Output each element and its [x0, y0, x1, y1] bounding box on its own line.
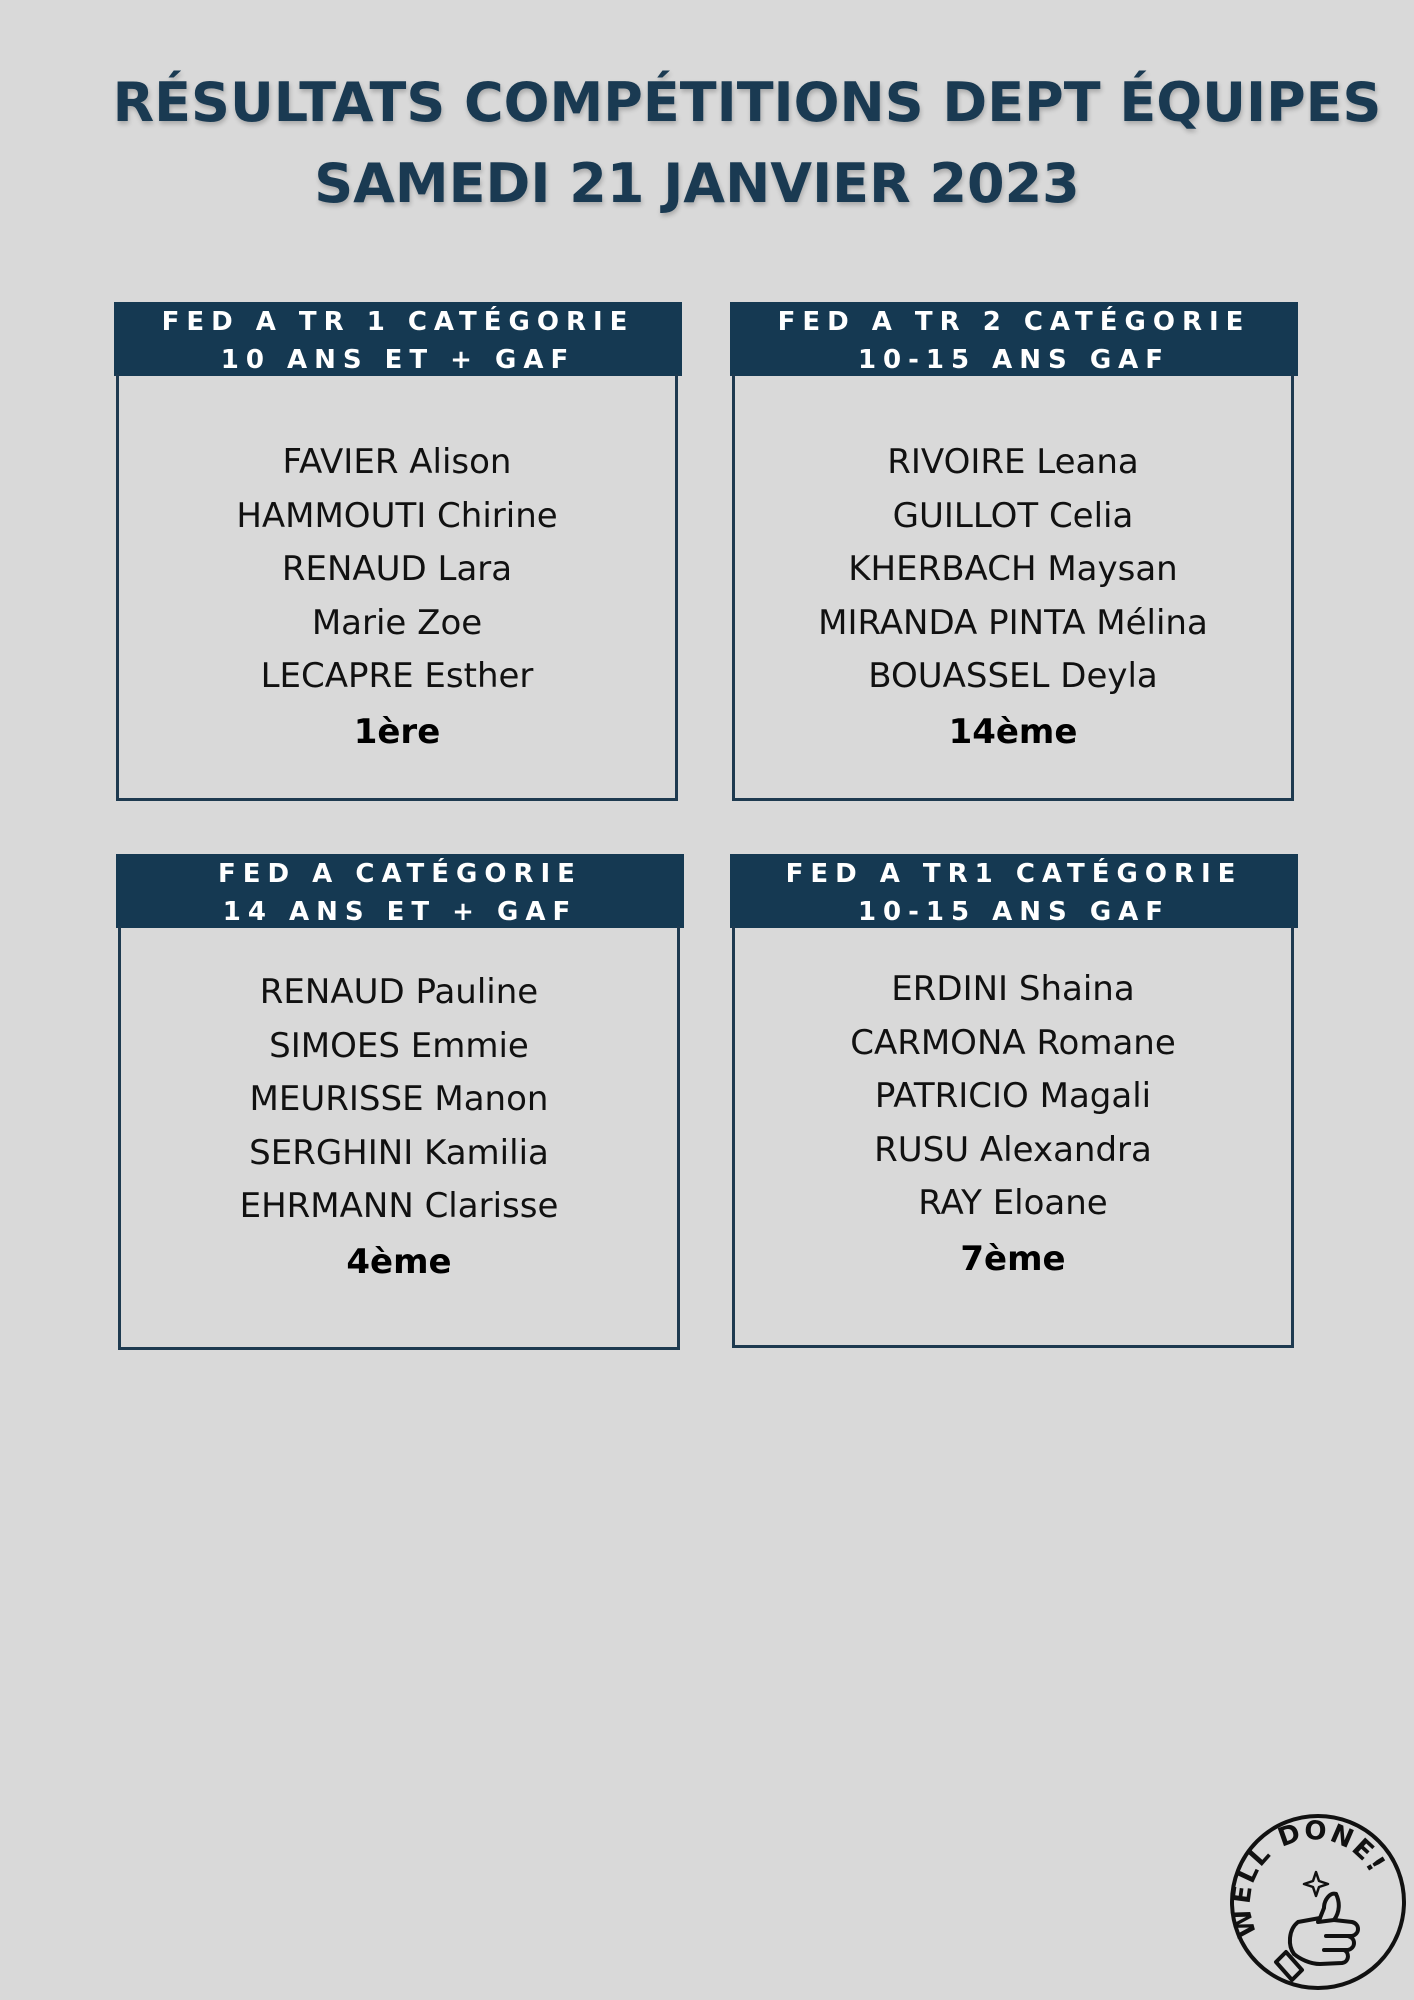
gymnast-name: HAMMOUTI Chirine [236, 495, 558, 536]
gymnast-list [735, 436, 1291, 704]
well-done-badge [1228, 1812, 1408, 1992]
gymnast-name: ERDINI Shaina [891, 969, 1135, 1009]
gymnast-name: MIRANDA PINTA Mélina [818, 602, 1208, 643]
card-category: FED A CATÉGORIE [218, 859, 582, 889]
card-body [732, 926, 1294, 1348]
team-rank: 7ème [960, 1238, 1066, 1279]
card-age-group: 10-15 ANS GAF [857, 345, 1171, 375]
team-rank: 14ème [948, 711, 1078, 752]
gymnast-name: CARMONA Romane [850, 1022, 1176, 1063]
gymnast-list [735, 963, 1291, 1231]
gymnast-name: RENAUD Lara [281, 549, 513, 589]
gymnast-name: Marie Zoe [311, 602, 483, 643]
gymnast-list [121, 966, 677, 1234]
gymnast-name: FAVIER Alison [282, 442, 512, 482]
thumbs-up-icon [1228, 1812, 1408, 1992]
card-age-group: 14 ANS ET + GAF [222, 897, 578, 927]
card-category: FED A TR1 CATÉGORIE [785, 859, 1243, 889]
team-rank: 1ère [353, 711, 441, 752]
card-body [732, 374, 1294, 801]
card-category: FED A TR 1 CATÉGORIE [161, 307, 635, 337]
gymnast-name: PATRICIO Magali [874, 1076, 1152, 1116]
gymnast-name: SIMOES Emmie [269, 1025, 529, 1066]
card-header [730, 302, 1298, 376]
card-body [116, 374, 678, 801]
card-header [114, 302, 682, 376]
card-age-group: 10 ANS ET + GAF [220, 345, 576, 375]
gymnast-name: EHRMANN Clarisse [239, 1186, 559, 1226]
gymnast-name: KHERBACH Maysan [848, 549, 1178, 589]
card-header [116, 854, 684, 928]
card-category: FED A TR 2 CATÉGORIE [777, 307, 1251, 337]
gymnast-name: LECAPRE Esther [260, 656, 534, 696]
gymnast-name: SERGHINI Kamilia [249, 1132, 549, 1173]
gymnast-name: RENAUD Pauline [259, 972, 539, 1012]
gymnast-name: MEURISSE Manon [249, 1079, 549, 1119]
gymnast-name: RAY Eloane [918, 1183, 1108, 1223]
page-subtitle-date: SAMEDI 21 JANVIER 2023 [314, 152, 1080, 215]
gymnast-name: RIVOIRE Leana [887, 442, 1139, 482]
gymnast-name: BOUASSEL Deyla [868, 656, 1158, 696]
gymnast-name: RUSU Alexandra [874, 1129, 1152, 1170]
gymnast-list [119, 436, 675, 704]
card-age-group: 10-15 ANS GAF [857, 897, 1171, 927]
gymnast-name: GUILLOT Celia [892, 495, 1134, 536]
team-rank: 4ème [346, 1241, 452, 1282]
card-header [730, 854, 1298, 928]
page-title: RÉSULTATS COMPÉTITIONS DEPT ÉQUIPES [112, 71, 1382, 134]
badge-text: WELL DONE! [1228, 1815, 1392, 1941]
card-body [118, 926, 680, 1350]
